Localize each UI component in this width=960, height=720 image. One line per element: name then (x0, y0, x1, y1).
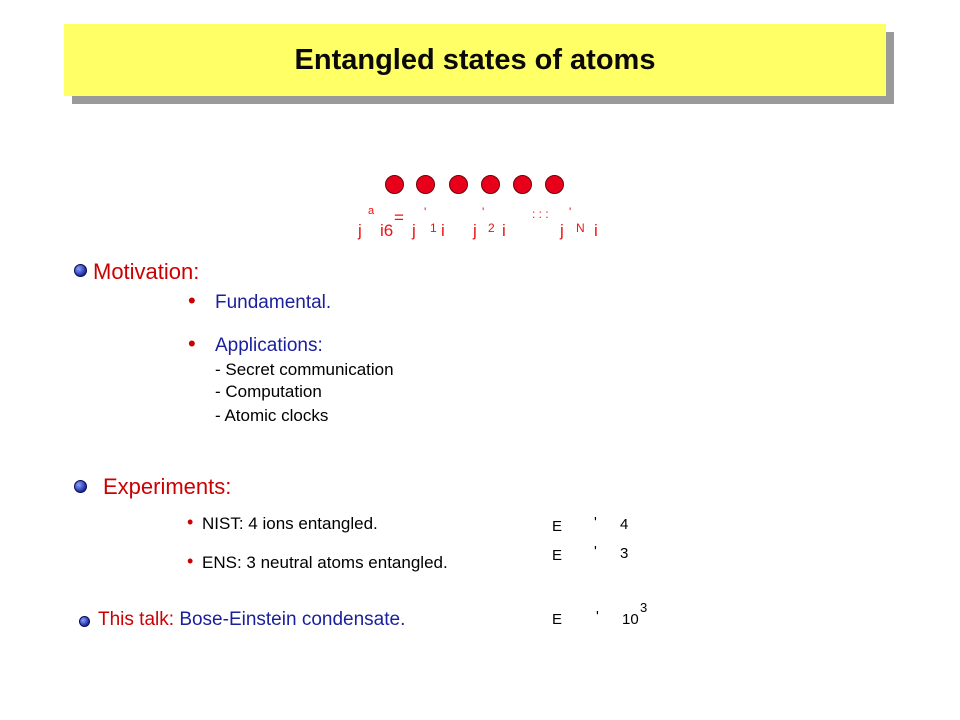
atom-5 (513, 175, 532, 194)
talk-topic: Bose-Einstein condensate. (179, 609, 406, 630)
formula-glyph: a (368, 205, 375, 217)
eq-symbol: ' (594, 514, 597, 531)
page-title: Entangled states of atoms (294, 43, 656, 76)
eq-symbol: E (552, 547, 563, 564)
eq-symbol: 4 (620, 516, 629, 533)
bullet-icon: • (188, 331, 196, 356)
atom-1 (385, 175, 404, 194)
formula-glyph: : : : (532, 207, 549, 221)
atom-6 (545, 175, 564, 194)
formula-glyph: N (576, 221, 585, 235)
formula-glyph: ' (424, 205, 427, 219)
eq-exponent: 3 (640, 600, 648, 615)
bullet-icon: • (187, 512, 194, 532)
motivation-item-applications: Applications: (215, 335, 323, 356)
eq-symbol: ' (596, 608, 599, 625)
formula-glyph: i (441, 221, 445, 240)
bullet-icon (79, 616, 90, 627)
formula-glyph: 1 (430, 221, 437, 235)
motivation-item-fundamental: Fundamental. (215, 292, 332, 313)
formula-glyph: ' (482, 205, 485, 219)
atom-2 (416, 175, 435, 194)
formula-glyph: j (358, 221, 362, 240)
eq-symbol: E (552, 518, 563, 535)
formula-glyph: i (502, 221, 506, 240)
bullet-icon: • (187, 551, 194, 571)
formula-glyph: = (394, 208, 404, 227)
eq-symbol: 10 (622, 611, 639, 628)
application-subitem: - Computation (215, 382, 322, 401)
title-banner (64, 24, 886, 96)
bullet-icon (74, 480, 87, 493)
experiments-heading: Experiments: (103, 474, 232, 499)
atom-3 (449, 175, 468, 194)
experiment-item-nist: NIST: 4 ions entangled. (202, 514, 378, 533)
experiment-item-ens: ENS: 3 neutral atoms entangled. (202, 553, 448, 572)
application-subitem: - Secret communication (215, 360, 394, 379)
eq-symbol: E (552, 611, 563, 628)
application-subitem: - Atomic clocks (215, 406, 329, 425)
motivation-heading: Motivation: (93, 259, 200, 284)
formula-glyph: i6 (380, 221, 394, 240)
formula-glyph: i (594, 221, 598, 240)
eq-symbol: ' (594, 543, 597, 560)
atom-4 (481, 175, 500, 194)
formula-glyph: ' (569, 205, 572, 219)
formula-glyph: j (412, 221, 416, 240)
eq-symbol: 3 (620, 545, 629, 562)
bullet-icon: • (188, 288, 196, 313)
bullet-icon (74, 264, 87, 277)
formula-glyph: j (560, 221, 564, 240)
formula-glyph: 2 (488, 221, 495, 235)
talk-prefix: This talk: (98, 609, 180, 630)
formula-glyph: j (473, 221, 477, 240)
talk-line (98, 609, 405, 631)
